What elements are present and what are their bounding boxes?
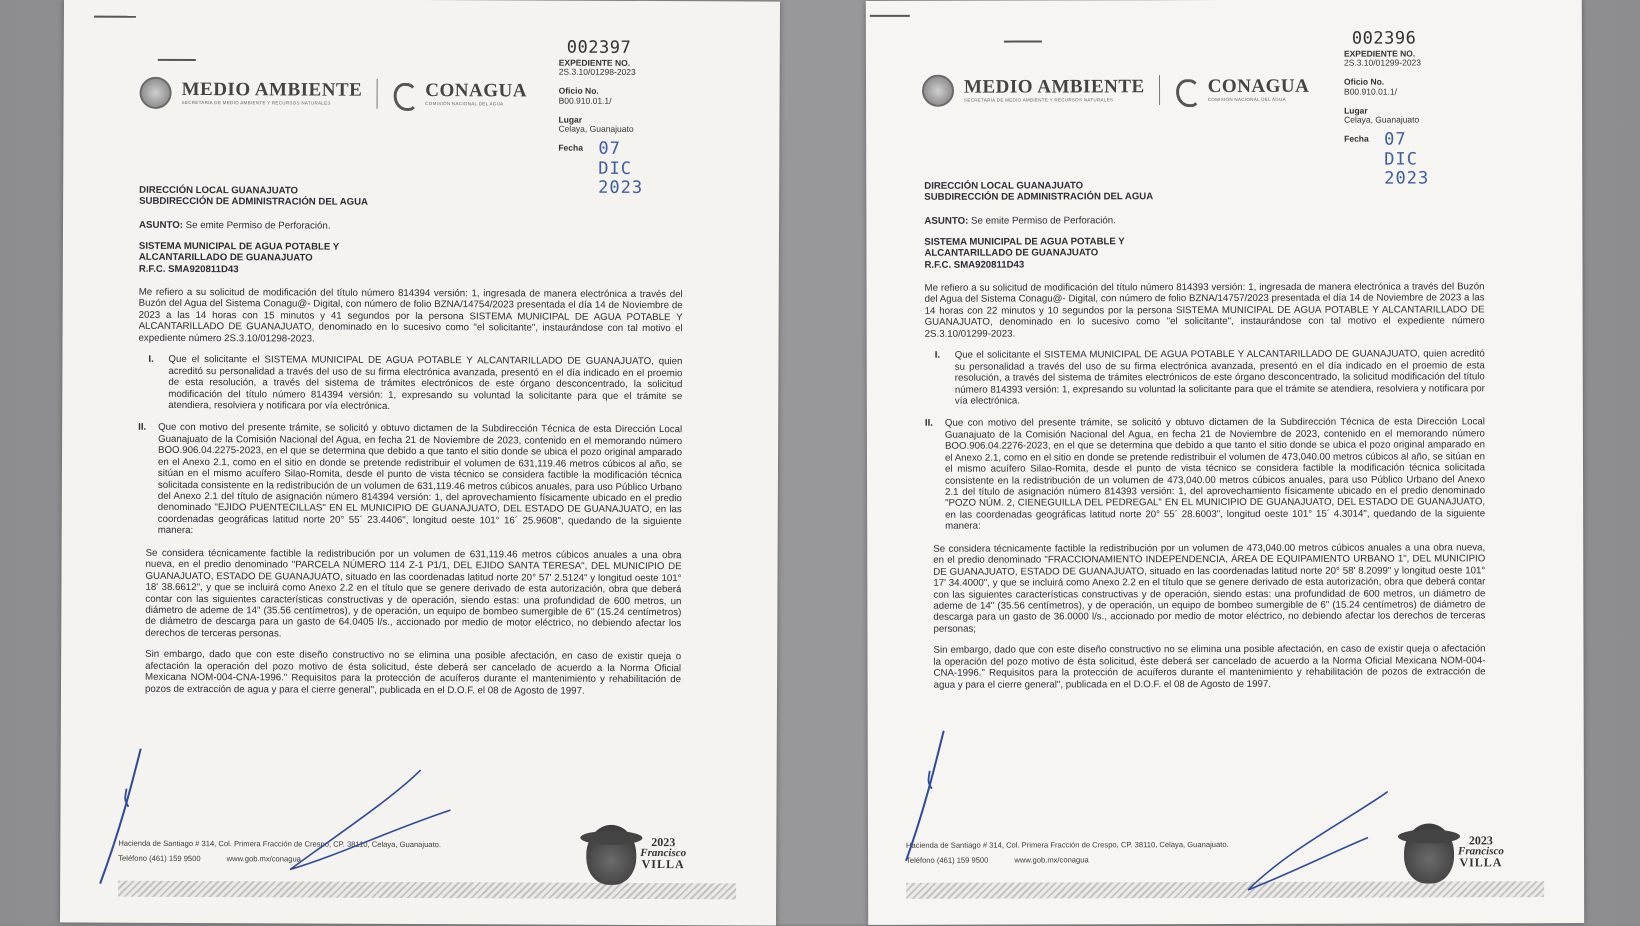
recipient-line: ALCANTARILLADO DE GUANAJUATO: [924, 247, 1099, 260]
medio-ambiente-logo: MEDIO AMBIENTE SECRETARÍA DE MEDIO AMBIENTE Y RECURSOS NATURALES: [181, 79, 363, 106]
considerando-i: I. Que el solicitante el SISTEMA MUNICIPAL DE AGUA POTABLE Y ALCANTARILLADO DE GUANAJUATO, quien acreditó su personalidad a través del uso de su firma electrónica avanzada, presentó en el día indicado en el proemio de esta resolución, a través del sistema de trámites electrónicos de este órgano desconcentrado, la solicitud modificación del título número 814394 versión: 1, expresando su voluntad la solicitante para que el trámite se atendiera, resolviera y notificara por vía electrónica.: [148, 354, 683, 412]
recipient-rfc: R.F.C. SMA920811D43: [138, 263, 239, 275]
heading-subdireccion: SUBDIRECCIÓN DE ADMINISTRACIÓN DEL AGUA: [924, 191, 1154, 204]
heading-direccion: DIRECCIÓN LOCAL GUANAJUATO: [139, 184, 299, 197]
expediente-label: EXPEDIENTE NO.: [558, 57, 631, 68]
folio-number: 002396: [1351, 28, 1417, 49]
technical-paragraph: Se considera técnicamente factible la redistribución por un volumen de 473,040.00 metros cúbicos anuales a una obra nueva, en el predio denominado "FRACCIONAMIENTO INDEPENDENCIA, ÁREA DE EQUIPAMIENTO URBANO 1", DEL MUNICIPIO DE GUANAJUATO, ESTADO DE GUANAJUATO, situado en las coordenadas latitud norte 20° 58' 8.2099" y longitud oeste 101° 17' 34.4000", y que se incluirá como Anexo 2.2 en el título que se genere derivado de esta autorización, obra que deberá contar con las siguientes características constructivas y de operación, siendo estas: una profundidad de 600 metros, un diámetro de ademe de 14" (35.56 centímetros), y de operación, un equipo de bombeo sumergible de 6" (15.24 centímetros) de diámetro de descarga para un gasto de 36.0000 l/s., accionado por medio de motor eléctrico, no debiendo afectar los derechos de terceras personas;: [933, 542, 1486, 635]
header-meta: [1343, 28, 1430, 189]
sombrero-icon: [580, 831, 642, 845]
footer: [118, 839, 441, 864]
lugar-label: Lugar: [558, 114, 583, 125]
pen-mark: [158, 59, 196, 61]
handwritten-signature: [888, 700, 1389, 901]
expediente-label: EXPEDIENTE NO.: [1343, 48, 1416, 59]
fecha-label: Fecha: [1344, 133, 1369, 144]
date-stamp: 07 DIC 2023: [1384, 129, 1430, 189]
sombrero-icon: [1398, 829, 1460, 843]
recipient-line: SISTEMA MUNICIPAL DE AGUA POTABLE Y: [138, 240, 340, 253]
oficio-label: Oficio No.: [558, 85, 599, 96]
letterhead-logos: [140, 77, 527, 111]
recipient-rfc: R.F.C. SMA920811D43: [924, 259, 1025, 271]
heading-direccion: DIRECCIÓN LOCAL GUANAJUATO: [924, 180, 1084, 192]
coat-of-arms-icon: [140, 77, 172, 109]
francisco-villa-2023-logo: 2023 Francisco VILLA: [586, 825, 706, 896]
footer: [906, 840, 1229, 865]
technical-paragraph: Se considera técnicamente factible la redistribución por un volumen de 631,119.46 metros cúbicos anuales a una obra nueva, en el predio denominado "PARCELA NÚMERO 114 Z-1 P1/1, DEL EJIDO SANTA TERESA", DEL MUNICIPIO DE GUANAJUATO, ESTADO DE GUANAJUATO, situado en las coordenadas latitud norte 20° 57' 2.5124" y longitud oeste 101° 18' 38.6612", y que se incluirá como Anexo 2.2 en el título que se genere derivado de esta autorización, obra que deberá contar con las siguientes características constructivas y de operación, siendo estas: una profundidad de 600 metros, un diámetro de ademe de 14" (35.56 centímetros), y de operación, un equipo de bombeo sumergible de 6" (15.24 centímetros) de diámetro de descarga para un gasto de 64.0405 l/s., accionado por medio de motor eléctrico, no debiendo afectar los derechos de terceras personas.: [145, 547, 682, 640]
francisco-villa-2023-logo: 2023 Francisco VILLA: [1404, 823, 1524, 893]
logo-divider: [376, 79, 377, 109]
oficio-value: B00.910.01.1/: [558, 95, 612, 106]
heading-subdireccion: SUBDIRECCIÓN DE ADMINISTRACIÓN DEL AGUA: [139, 196, 368, 209]
cancellation-paragraph: Sin embargo, dado que con este diseño constructivo no se elimina una posible afectación, en caso de existir queja o afectación la operación del pozo motivo de ésta solicitud, éste deberá ser cancelado de acuerdo a la Norma Oficial Mexicana NOM-004-CNA-1996." Requisitos para la protección de acuíferos durante el mantenimiento y rehabilitación de pozos de extracción de agua y para el cierre general", publicada en el D.O.F. el 08 de Agosto de 1997.: [144, 649, 682, 697]
considerando-ii: II. Que con motivo del presente trámite, se solicitó y obtuvo dictamen de la Subdirección Técnica de esta Dirección Local Guanajuato de la Comisión Nacional del Agua, en fecha 21 de Noviembre de 2023, contenido en el memorando número BOO.906.04.2275-2023, en el que se determina que debido a que tanto el sitio donde se ubica el pozo original amparado en el Anexo 2.1, como en el sitio en donde se pretende redistribuir el volumen de 631,119.46 metros cúbicos al año, se sitúan en el mismo acuífero Silao-Romita, desde el punto de vista técnico se considera factible la modificación técnica solicitada consistente en la redistribución de un volumen de 631,119.46 metros cúbicos anuales, para uso Público Urbano del Anexo 2.1 del título de asignación número 814394 versión: 1, del aprovechamiento físicamente ubicado en el predio denominado "EJIDO PUENTECILLAS" EN EL MUNICIPIO DE GUANAJUATO, DEL ESTADO DE GUANAJUATO, en las coordenadas geográficas latitud norte 20° 55´ 23.4406", longitud oeste 101° 16´ 25.9608", quedando de la siguiente manera:: [138, 422, 683, 537]
expediente-value: 2S.3.10/01298-2023: [558, 66, 636, 78]
header-meta: [558, 37, 644, 199]
footer-address: Hacienda de Santiago # 314, Col. Primera Fracción de Crespo, CP. 38110, Celaya, Guanajuato.: [118, 838, 442, 850]
date-stamp: 07 DIC 2023: [598, 138, 644, 199]
document-page-left: [60, 0, 780, 926]
considerando-ii: II. Que con motivo del presente trámite, se solicitó y obtuvo dictamen de la Subdirección Técnica de esta Dirección Local Guanajuato de la Comisión Nacional del Agua, en fecha 21 de Noviembre de 2023, contenido en el memorando número BOO.906.04.2276-2023, en el que se determina que debido a que tanto el sitio donde se ubica el pozo original amparado en el Anexo 2.1, como en el sitio en donde se pretende redistribuir el volumen de 473,040.00 metros cúbicos al año, se sitúan en el mismo acuífero Silao-Romita, desde el punto de vista técnico se considera factible la modificación técnica solicitada consistente en la redistribución de un volumen de 473,040.00 metros cúbicos anuales, para uso Público Urbano del Anexo 2.1 del título de asignación número 814393 versión: 1, del aprovechamiento físicamente ubicado en el predio denominado "POZO NÚM. 2, CIENEGUILLA DEL PEDREGAL" EN EL MUNICIPIO DE GUANAJUATO, DEL ESTADO DE GUANAJUATO, en las coordenadas geográficas latitud norte 20° 55´ 28.6003", longitud oeste 101° 15´ 4.3014", quedando de la siguiente manera:: [924, 416, 1486, 533]
medio-ambiente-logo: MEDIO AMBIENTE SECRETARÍA DE MEDIO AMBIENTE Y RECURSOS NATURALES: [963, 76, 1145, 103]
conagua-drop-icon: [391, 81, 415, 107]
conagua-logo: CONAGUA COMISIÓN NACIONAL DEL AGUA: [425, 80, 528, 107]
expediente-value: 2S.3.10/01299-2023: [1343, 57, 1422, 68]
intro-paragraph: Me refiero a su solicitud de modificación del título número 814394 versión: 1, ingresada de manera electrónica a través del Buzón del Agua del Sistema Conagu@- Digital, con número de folio BZNA/14754/2023 presentada el día 14 de Noviembre de 2023 a las 14 horas con 15 minutos y 41 segundos por la persona SISTEMA MUNICIPAL DE AGUA POTABLE Y ALCANTARILLADO DE GUANAJUATO, denominado en lo sucesivo como "el solicitante", instaurándose con tal motivo el expediente número 2S.3.10/01298-2023.: [138, 286, 683, 345]
footer-website: www.gob.mx/conagua: [1014, 855, 1089, 865]
recipient-line: SISTEMA MUNICIPAL DE AGUA POTABLE Y: [924, 236, 1125, 248]
folio-number: 002397: [566, 37, 632, 58]
logo-divider: [1159, 75, 1160, 105]
intro-paragraph: Me refiero a su solicitud de modificación del título número 814393 versión: 1, ingresada de manera electrónica a través del Buzón del Agua del Sistema Conagu@- Digital, con número de folio BZNA/14757/2023 presentada el día 14 de Noviembre de 2023 a las 14 horas con 22 minutos y 10 segundos por la persona SISTEMA MUNICIPAL DE AGUA POTABLE Y ALCANTARILLADO DE GUANAJUATO, denominado en lo sucesivo como "el solicitante", instaurándose con tal motivo el expediente número 2S.3.10/01299-2023.: [924, 281, 1485, 340]
conagua-logo: CONAGUA COMISIÓN NACIONAL DEL AGUA: [1207, 76, 1310, 103]
footer-phone: Teléfono (461) 159 9500: [906, 855, 989, 865]
pen-mark: [1004, 40, 1042, 42]
asunto: ASUNTO: Se emite Permiso de Perforación.: [139, 219, 331, 232]
fecha-label: Fecha: [558, 142, 583, 153]
cancellation-paragraph: Sin embargo, dado que con este diseño constructivo no se elimina una posible afectación, en caso de existir queja o afectación la operación del pozo motivo de ésta solicitud, éste deberá ser cancelado de acuerdo a la Norma Oficial Mexicana NOM-004-CNA-1996." Requisitos para la protección de acuíferos durante el mantenimiento y rehabilitación de pozos de extracción de agua y para el cierre general", publicada en el D.O.F. el 08 de Agosto de 1997.: [933, 643, 1486, 691]
oficio-value: B00.910.01.1/: [1344, 86, 1397, 97]
coat-of-arms-icon: [922, 75, 954, 107]
lugar-value: Celaya, Guanajuato: [1344, 114, 1420, 126]
pen-mark: [94, 16, 136, 18]
oficio-label: Oficio No.: [1343, 76, 1385, 87]
conagua-drop-icon: [1174, 77, 1198, 103]
recipient-line: ALCANTARILLADO DE GUANAJUATO: [138, 252, 313, 264]
lugar-label: Lugar: [1344, 105, 1368, 116]
letter-body: [137, 185, 683, 707]
lugar-value: Celaya, Guanajuato: [558, 123, 634, 135]
footer-address: Hacienda de Santiago # 314, Col. Primera Fracción de Crespo, CP. 38110, Celaya, Guanajuato.: [905, 839, 1229, 850]
letter-body: [924, 179, 1485, 700]
asunto: ASUNTO: Se emite Permiso de Perforación.: [924, 214, 1116, 227]
footer-phone: Teléfono (461) 159 9500: [118, 853, 201, 864]
document-page-right: [866, 0, 1584, 925]
handwritten-signature: [90, 719, 571, 901]
footer-website: www.gob.mx/conagua: [226, 854, 301, 864]
letterhead-logos: [922, 74, 1309, 107]
considerando-i: I. Que el solicitante el SISTEMA MUNICIPAL DE AGUA POTABLE Y ALCANTARILLADO DE GUANAJUATO, quien acreditó su personalidad a través del uso de su firma electrónica avanzada, presentó en el día indicado en el proemio de esta resolución, a través del sistema de trámites electrónicos de este órgano desconcentrado, la solicitud modificación del título número 814393 versión: 1, expresando su voluntad la solicitante para que el trámite se atendiera, resolviera y notificara por vía electrónica.: [934, 348, 1485, 407]
pen-mark: [870, 15, 910, 17]
